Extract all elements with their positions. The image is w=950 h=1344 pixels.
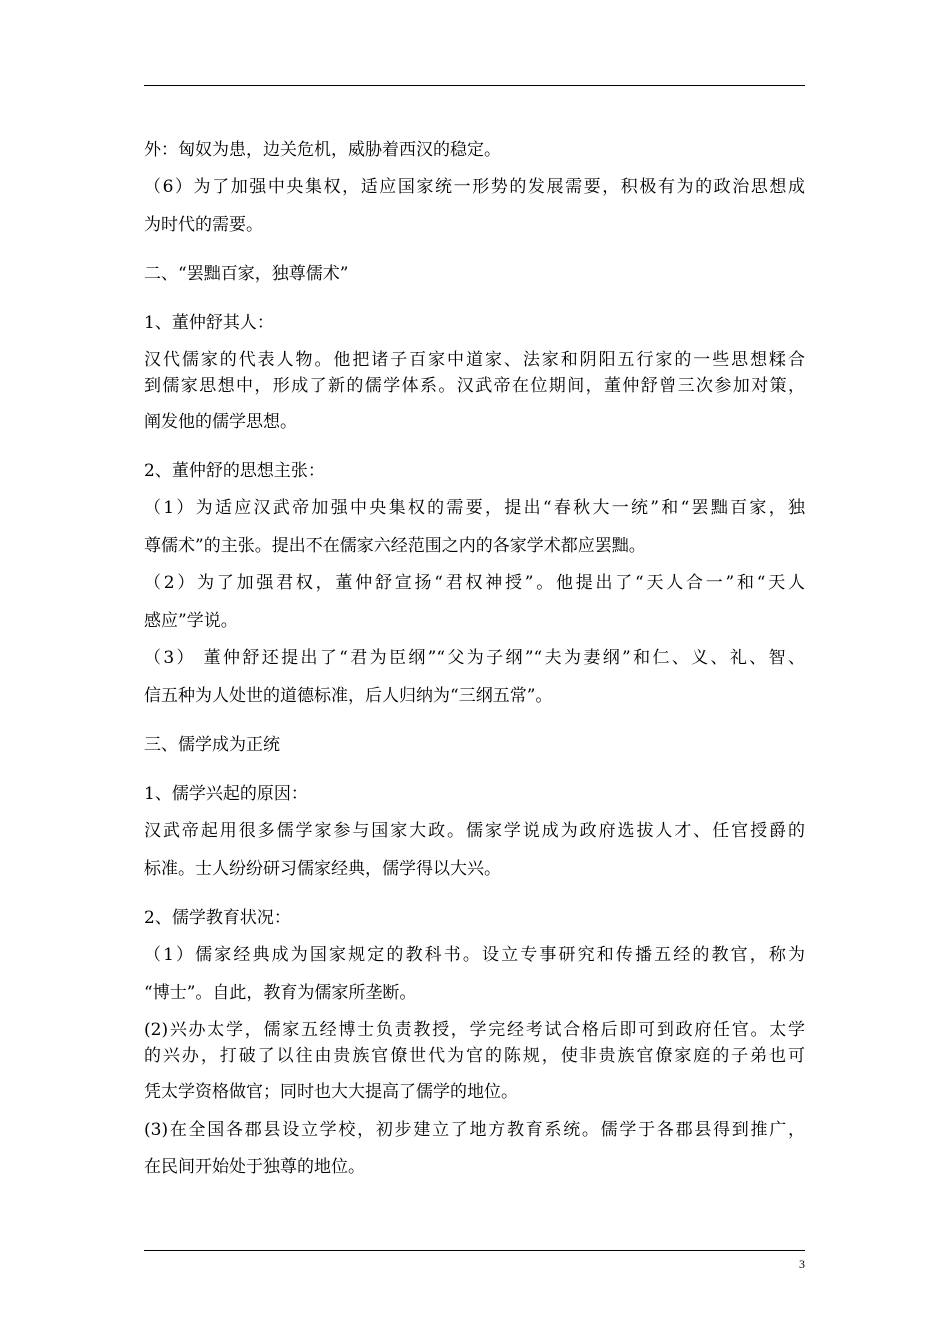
text-line: 的兴办，打破了以往由贵族官僚世代为官的陈规，使非贵族官僚家庭的子弟也可 — [144, 1046, 805, 1066]
text-line: 凭太学资格做官；同时也大大提高了儒学的地位。 — [144, 1082, 518, 1102]
section-heading: 二、“罢黜百家，独尊儒术” — [144, 264, 349, 284]
text-line: (3)在全国各郡县设立学校，初步建立了地方教育系统。儒学于各郡县得到推广， — [144, 1120, 805, 1140]
subsection-heading: 2、董仲舒的思想主张： — [144, 461, 325, 481]
text-line: （6）为了加强中央集权，适应国家统一形势的发展需要，积极有为的政治思想成 — [144, 177, 805, 197]
text-line: （3） 董仲舒还提出了“君为臣纲”“父为子纲”“夫为妻纲”和仁、义、礼、智、 — [144, 648, 805, 668]
text-line: 汉武帝起用很多儒学家参与国家大政。儒家学说成为政府选拔人才、任官授爵的 — [144, 821, 805, 841]
text-line: 外：匈奴为患，边关危机，威胁着西汉的稳定。 — [144, 140, 501, 160]
subsection-heading: 2、儒学教育状况： — [144, 908, 291, 928]
footer-rule — [144, 1250, 805, 1251]
section-heading: 三、儒学成为正统 — [144, 735, 280, 755]
header-rule — [144, 85, 805, 86]
text-line: 尊儒术”的主张。提出不在儒家六经范围之内的各家学术都应罢黜。 — [144, 536, 646, 556]
text-line: 在民间开始处于独尊的地位。 — [144, 1157, 365, 1177]
text-line: 阐发他的儒学思想。 — [144, 412, 297, 432]
text-line: 到儒家思想中，形成了新的儒学体系。汉武帝在位期间，董仲舒曾三次参加对策， — [144, 376, 805, 396]
text-line: 汉代儒家的代表人物。他把诸子百家中道家、法家和阴阳五行家的一些思想糅合 — [144, 350, 805, 370]
text-line: （1）为适应汉武帝加强中央集权的需要，提出“春秋大一统”和“罢黜百家，独 — [144, 498, 805, 518]
text-line: （1）儒家经典成为国家规定的教科书。设立专事研究和传播五经的教官，称为 — [144, 945, 805, 965]
text-line: （2）为了加强君权，董仲舒宣扬“君权神授”。他提出了“天人合一”和“天人 — [144, 573, 805, 593]
text-line: 标准。士人纷纷研习儒家经典，儒学得以大兴。 — [144, 859, 501, 879]
text-line: 为时代的需要。 — [144, 215, 263, 235]
text-line: (2)兴办太学，儒家五经博士负责教授，学完经考试合格后即可到政府任官。太学 — [144, 1020, 805, 1040]
subsection-heading: 1、董仲舒其人： — [144, 313, 274, 333]
text-line: 信五种为人处世的道德标准，后人归纳为“三纲五常”。 — [144, 686, 553, 706]
page-number: 3 — [799, 1257, 805, 1271]
text-line: 感应”学说。 — [144, 611, 238, 631]
subsection-heading: 1、儒学兴起的原因： — [144, 784, 308, 804]
text-line: “博士”。自此，教育为儒家所垄断。 — [144, 983, 417, 1003]
